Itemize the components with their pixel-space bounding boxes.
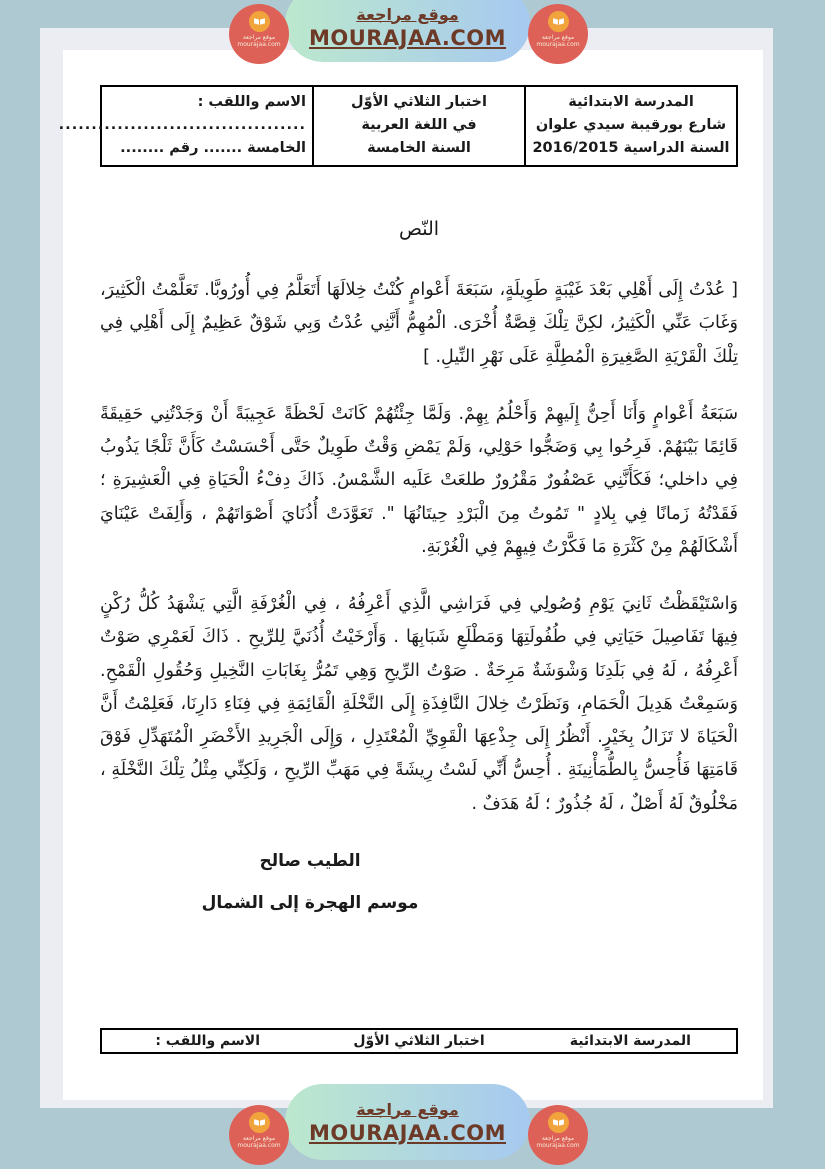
school-address: شارع بورقيبة سيدي علوان: [535, 117, 727, 134]
site-name-arabic: موقع مراجعة: [356, 1099, 459, 1119]
logo-text-arabic: موقع مراجعة: [242, 34, 276, 41]
site-domain-text: MOURAJAA.COM: [308, 1120, 507, 1145]
logo-text-domain: mourajaa.com: [237, 41, 281, 48]
open-book-icon: [249, 11, 270, 32]
open-book-icon: [548, 11, 569, 32]
exam-title: اختبار الثلاثي الأوّل: [351, 94, 487, 110]
site-banner-top: [285, 0, 530, 62]
student-name-label: الاسم واللقب :: [197, 94, 306, 110]
footer-exam-title: اختبار الثلاثي الأوّل: [353, 1033, 485, 1049]
school-name: المدرسة الابتدائية: [568, 94, 694, 110]
footer-school-name: المدرسة الابتدائية: [569, 1033, 691, 1049]
logo-text-domain: mourajaa.com: [536, 41, 580, 48]
mourajaa-logo-badge: [528, 1105, 588, 1165]
text-title: النّص: [398, 218, 440, 240]
footer-strip-table: [100, 1028, 738, 1054]
site-name-arabic: موقع مراجعة: [356, 4, 459, 24]
open-book-icon: [249, 1112, 270, 1133]
logo-text-domain: mourajaa.com: [536, 1142, 580, 1149]
school-info-cell: [525, 86, 737, 166]
footer-student-label: الاسم واللقب :: [155, 1033, 261, 1049]
logo-text-arabic: موقع مراجعة: [242, 1135, 276, 1142]
exam-grade: السنة الخامسة: [367, 140, 471, 157]
student-name-blank: ......................................: [58, 117, 306, 134]
text-paragraph: وَاسْتَيْقَظْتُ ثَانِيَ يَوْمِ وُصُولِي فِي فَرَاشِي الَّذِي أَعْرِفُهُ ، فِي الْغُرْفَةِ الَّتِي يَشْهَدُ كُلُّ رُكْنٍ فِيهَا تَفَاصِيلَ حَيَاتِي فِي طُفُولَتِهَا وَمَطْلَعِ شَبَابِهَا . وَأَرْخَيْتُ أُذُنَيَّ لِلرِّيحِ . ذَاكَ لَعَمْرِي صَوْتٌ أَعْرِفُهُ ، لَهُ فِي بَلَدِنَا وَشْوَشَةٌ مَرِحَةٌ . صَوْتُ الرِّيحِ وَهِي تَمُرُّ بِغَابَاتِ النَّخِيلِ وَحُقُولِ الْقَمْحِ. وَسَمِعْتُ هَدِيلَ الْحَمَامِ، وَنَظَرْتُ خِلالَ النَّافِذَةِ إِلَى النَّخْلَةِ الْقَائِمَةِ فِي فِنَاءِ دَارِنَا، فَعَلِمْتُ أَنَّ الْحَيَاةَ لا تَزَالُ بِخَيْرٍ. أَنْظُرُ إِلَى جِذْعِهَا الْقَوِيِّ الْمُعْتَدِلِ ، وَإِلَى الْجَرِيدِ الأَخْضَرِ الْمُتَهَدِّلِ فَوْقَ قَامَتِهَا فَأُحِسُّ بِالطُّمَأْنِينَةِ . أُحِسُّ أَنِّي لَسْتُ رِيشَةً فِي مَهَبِّ الرِّيحِ ، وَلَكِنِّي مِثْلُ تِلْكَ النَّخْلَةِ ، مَخْلُوقٌ لَهُ أَصْلٌ ، لَهُ جُذُورٌ ؛ لَهُ هَدَفٌ .: [100, 594, 738, 814]
mourajaa-logo-badge: [229, 4, 289, 64]
document-body: [100, 162, 738, 935]
student-class-number-blank: الخامسة ....... رقم ........: [120, 140, 306, 157]
student-info-cell: [58, 86, 313, 166]
site-domain-text: MOURAJAA.COM: [308, 25, 507, 50]
author-name: الطيب صالح: [259, 850, 361, 871]
source-title: موسم الهجرة إلى الشمال: [201, 892, 419, 913]
exam-subject: في اللغة العربية: [361, 117, 477, 134]
paper-sheet: [40, 25, 773, 1108]
site-banner-bottom: [285, 1084, 530, 1160]
open-book-icon: [548, 1112, 569, 1133]
text-paragraph: سَبَعَةُ أَعْوامٍ وَأَنَا أَحِنُّ إِلَيهِمْ وَأَحْلُمُ بِهِمْ. وَلَمَّا جِئْتُهُمْ كَانَتْ لَحْظَةً عَجِيبَةً أَنْ وَجَدْتُنِي حَقِيقَةً قَائِمًا بَيْنَهُمْ. فَرِحُوا بِي وَضَجُّوا حَوْلِي، وَلَمْ يَمْضِ وَقْتٌ طَوِيلٌ حَتَّى أَحْسَسْتُ كَأَنَّ ثَلْجًا يَذُوبُ فِي داخلي؛ فَكَأَنَّنِي عَصْفُورٌ مَقْرُورٌ طلعَتْ عَلَيه الشَّمْسُ. ذَاكَ دِفْءُ الْحَيَاةِ فِي الْعَشِيرَةِ ؛ فَقَدْتُهُ زَمانًا فِي بِلادٍ " تَمُوتُ مِنَ الْبَرْدِ حِيتَانُهَا ". تَعَوَّدَتْ أُذُنَايَ أَصْوَاتَهُمْ ، وَأَلِفَتْ عَيْنَايَ أَشْكَالَهُمْ مِنْ كَثْرَةِ مَا فَكَّرْتُ فِيهِمْ فِي الْغُرْبَةِ.: [100, 403, 738, 557]
mourajaa-logo-badge: [528, 4, 588, 64]
text-paragraph: [ عُدْتُ إِلَى أَهْلِي بَعْدَ غَيْبَةٍ طَوِيلَةٍ، سَبَعَةَ أَعْوامٍ كُنْتُ خِلالَهَا أَتَعَلَّمُ فِي أُورُوبَّا. تَعَلَّمْتُ الْكَثِيرَ، وَغَابَ عَنِّي الْكَثِيرُ، لكِنَّ تِلْكَ قِصَّةٌ أُخْرَى. الْمُهِمُّ أَنَّنِي عُدْتُ وَبِي شَوْقٌ عَظِيمٌ إِلَى أَهْلِي فِي تِلْكَ الْقَرْيَةِ الصَّغِيرَةِ الْمُطِلَّةِ عَلَى نَهْرِ النِّيلِ. ]: [100, 280, 738, 367]
logo-text-arabic: موقع مراجعة: [541, 1135, 575, 1142]
mourajaa-logo-badge: [229, 1105, 289, 1165]
exam-header-table: [58, 85, 738, 167]
logo-text-domain: mourajaa.com: [237, 1142, 281, 1149]
logo-text-arabic: موقع مراجعة: [541, 34, 575, 41]
document-page: [58, 50, 763, 1100]
attribution-block: [100, 851, 520, 913]
exam-info-cell: [313, 86, 525, 166]
school-year: السنة الدراسية 2016/2015: [532, 140, 730, 157]
